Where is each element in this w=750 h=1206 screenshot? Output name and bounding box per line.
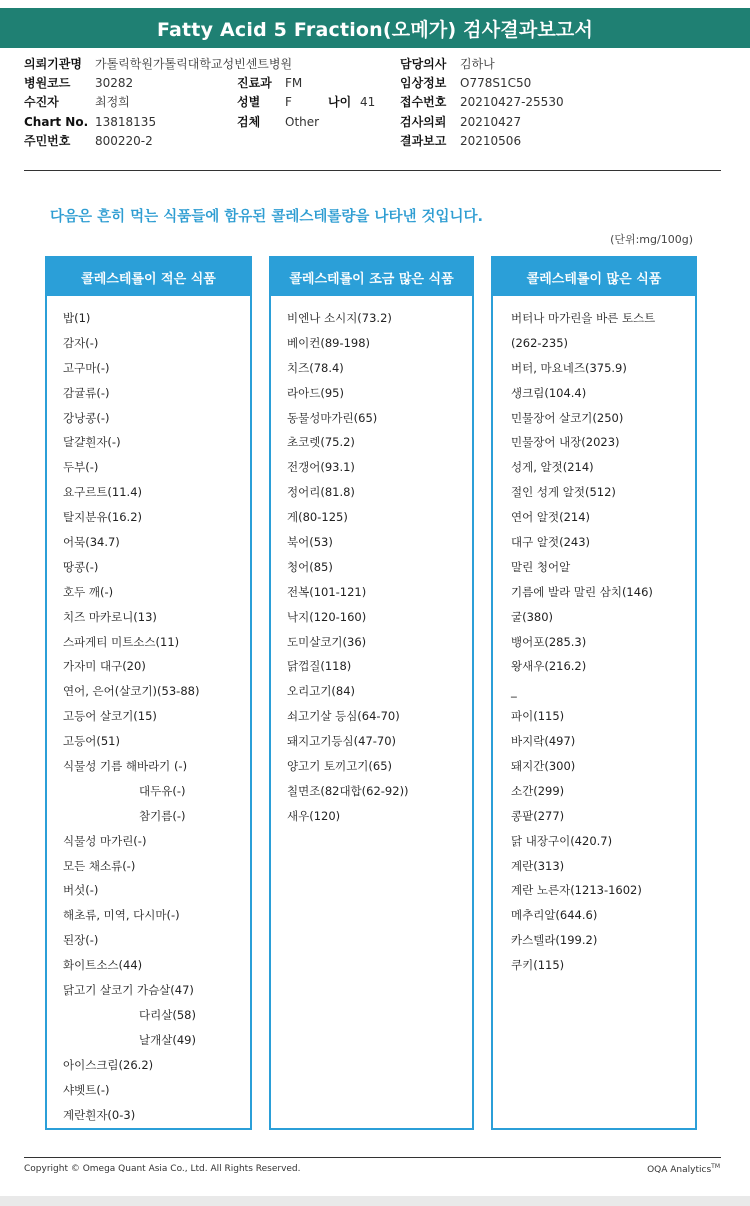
institution-label: 의뢰기관명 (24, 57, 82, 71)
report-date-label: 결과보고 (400, 134, 447, 148)
food-item: 절인 성게 알젓(512) (511, 485, 616, 500)
food-list (271, 296, 472, 829)
food-item: 전복(101-121) (287, 584, 367, 599)
food-item: 전갱어(93.1) (287, 460, 355, 475)
request-date-value: 20210427 (460, 115, 522, 129)
brand-text (647, 1163, 720, 1175)
food-item: 식물성 기름 해바라기 (-) (63, 759, 188, 774)
food-item: 샤벳트(-) (63, 1082, 110, 1097)
brand-tm: TM (711, 1163, 720, 1170)
doctor-value: 김하나 (460, 57, 495, 71)
food-item: 달걀흰자(-) (63, 435, 121, 450)
food-item: 생크림(104.4) (511, 385, 587, 400)
food-item: 초코렛(75.2) (287, 435, 355, 450)
report-date-value: 20210506 (460, 134, 522, 148)
food-item: 참기름(-) (139, 808, 186, 823)
food-item: 바지락(497) (511, 734, 576, 749)
food-item: 치즈(78.4) (287, 360, 344, 375)
food-item: 모든 채소류(-) (63, 858, 136, 873)
chart-no-label: Chart No. (24, 115, 89, 129)
food-item: 카스텔라(199.2) (511, 933, 598, 948)
receipt-no-value: 20210427-25530 (460, 95, 564, 109)
column-high-cholesterol (491, 256, 697, 1130)
specimen-value: Other (285, 115, 320, 129)
hospital-code-value: 30282 (95, 76, 134, 90)
food-item: 닭 내장구이(420.7) (511, 833, 613, 848)
hospital-code-label: 병원코드 (24, 76, 71, 90)
food-item: 파이(115) (511, 709, 565, 724)
doctor-label: 담당의사 (400, 57, 447, 71)
column-header: 콜레스테롤이 적은 식품 (47, 258, 250, 296)
recipient-label: 수진자 (24, 95, 59, 109)
age-value: 41 (360, 95, 376, 109)
food-item: 베이컨(89-198) (287, 335, 371, 350)
food-item: 스파게티 미트소스(11) (63, 634, 180, 649)
food-item: 민물장어 내장(2023) (511, 435, 620, 450)
food-item: 닭껍질(118) (287, 659, 352, 674)
food-item: 쇠고기살 등심(64-70) (287, 709, 400, 724)
food-item: 고구마(-) (63, 360, 110, 375)
food-item: 강낭콩(-) (63, 410, 110, 425)
food-item: 버터, 마요네즈(375.9) (511, 360, 627, 375)
food-item: 게(80-125) (287, 510, 348, 525)
food-item: 기름에 발라 말린 삼치(146) (511, 584, 653, 599)
food-item: 돼지고기등심(47-70) (287, 734, 397, 749)
food-item: 밥(1) (63, 311, 91, 325)
institution-value: 가톨릭학원가톨릭대학교성빈센트병원 (95, 57, 293, 71)
food-list (493, 296, 695, 978)
intro-text: 다음은 흔히 먹는 식품들에 함유된 콜레스테롤량을 나타낸 것입니다. (50, 209, 484, 225)
food-item: 치즈 마카로니(13) (63, 609, 157, 624)
footer-divider (24, 1157, 721, 1158)
column-header: 콜레스테롤이 조금 많은 식품 (271, 258, 472, 296)
header-divider (24, 170, 721, 171)
food-item: 쿠키(115) (511, 958, 565, 973)
food-item: 된장(-) (63, 933, 99, 948)
food-item: 두부(-) (63, 460, 99, 475)
food-item: 뱅어포(285.3) (511, 634, 587, 649)
patient-info (0, 55, 750, 155)
department-value: FM (285, 76, 303, 90)
food-item: 라아드(95) (287, 385, 344, 400)
food-item: 날개살(49) (139, 1032, 196, 1047)
food-item: 닭고기 살코기 가슴살(47) (63, 983, 194, 998)
food-item: 대구 알젓(243) (511, 535, 591, 550)
food-item: 동물성마가린(65) (287, 410, 378, 425)
food-item: 소간(299) (511, 783, 565, 798)
food-item: 칠면조(82대합(62-92)) (287, 783, 409, 798)
food-item: 요구르트(11.4) (63, 485, 143, 500)
food-item: 양고기 토끼고기(65) (287, 759, 393, 774)
food-item: 계란 노른자(1213-1602) (511, 883, 642, 898)
column-low-cholesterol (45, 256, 252, 1130)
food-item: 도미살코기(36) (287, 634, 367, 649)
food-item: 감귤류(-) (63, 385, 110, 400)
resident-no-value: 800220-2 (95, 134, 153, 148)
food-item: 메추리알(644.6) (511, 908, 598, 923)
clinical-info-label: 임상정보 (400, 76, 447, 90)
copyright-text: Copyright © Omega Quant Asia Co., Ltd. All Rights Reserved. (24, 1164, 301, 1174)
food-item: 가자미 대구(20) (63, 659, 146, 674)
specimen-label: 검체 (237, 115, 261, 129)
sex-label: 성별 (237, 95, 261, 109)
unit-label: (단위:mg/100g) (610, 233, 693, 246)
food-item: 청어(85) (287, 559, 333, 574)
request-date-label: 검사의뢰 (400, 115, 447, 129)
food-item: 민물장어 살코기(250) (511, 410, 624, 425)
sex-value: F (285, 95, 292, 109)
food-item: 화이트소스(44) (63, 958, 143, 973)
food-list (47, 296, 250, 1127)
department-label: 진료과 (237, 76, 272, 90)
food-item: 낙지(120-160) (287, 609, 367, 624)
receipt-no-label: 접수번호 (400, 95, 447, 109)
food-item: 해초류, 미역, 다시마(-) (63, 908, 180, 923)
food-item: _ (511, 684, 517, 699)
food-item: 호두 깨(-) (63, 584, 114, 599)
chart-no-value: 13818135 (95, 115, 157, 129)
food-item: (262-235) (511, 335, 569, 350)
food-item: 새우(120) (287, 808, 341, 823)
food-item: 비엔나 소시지(73.2) (287, 311, 392, 325)
food-item: 북어(53) (287, 535, 333, 550)
food-item: 식물성 마가린(-) (63, 833, 147, 848)
food-item: 콩팥(277) (511, 808, 565, 823)
column-header: 콜레스테롤이 많은 식품 (493, 258, 695, 296)
food-item: 대두유(-) (139, 783, 186, 798)
food-item: 고등어 살코기(15) (63, 709, 157, 724)
resident-no-label: 주민번호 (24, 134, 71, 148)
food-item: 연어 알젓(214) (511, 510, 591, 525)
food-item: 말린 청어알 (511, 559, 571, 574)
food-item: 정어리(81.8) (287, 485, 355, 500)
food-item: 성게, 알젓(214) (511, 460, 594, 475)
clinical-info-value: O778S1C50 (460, 76, 532, 90)
food-item: 어묵(34.7) (63, 535, 120, 550)
food-item: 고등어(51) (63, 734, 120, 749)
recipient-value: 최정희 (95, 95, 130, 109)
food-item: 버섯(-) (63, 883, 99, 898)
bottom-strip (0, 1196, 750, 1206)
report-title: Fatty Acid 5 Fraction(오메가) 검사결과보고서 (0, 8, 750, 48)
food-item: 계란(313) (511, 858, 565, 873)
food-item: 연어, 은어(살코기)(53-88) (63, 684, 200, 699)
food-item: 계란흰자(0-3) (63, 1107, 136, 1122)
food-item: 버터나 마가린을 바른 토스트 (511, 311, 656, 325)
food-item: 땅콩(-) (63, 559, 99, 574)
food-item: 오리고기(84) (287, 684, 356, 699)
food-item: 탈지분유(16.2) (63, 510, 143, 525)
brand-name: OQA Analytics (647, 1165, 712, 1175)
food-item: 돼지간(300) (511, 759, 576, 774)
food-item: 다리살(58) (139, 1007, 196, 1022)
food-item: 아이스크림(26.2) (63, 1057, 154, 1072)
food-item: 왕새우(216.2) (511, 659, 587, 674)
age-label: 나이 (328, 95, 352, 109)
column-medium-cholesterol (269, 256, 474, 1130)
food-item: 굴(380) (511, 609, 554, 624)
food-item: 감자(-) (63, 335, 99, 350)
